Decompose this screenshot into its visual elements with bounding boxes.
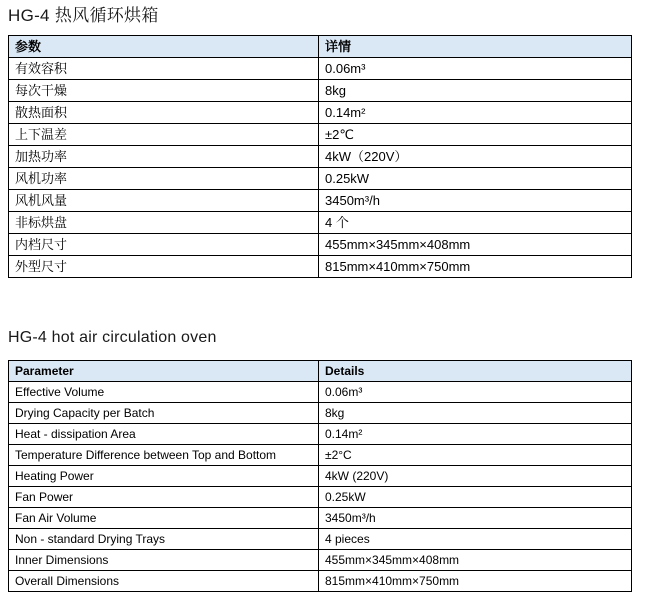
param-cell: 上下温差 xyxy=(9,124,319,146)
value-cell: 815mm×410mm×750mm xyxy=(319,256,632,278)
table-row xyxy=(9,571,632,592)
table-row xyxy=(9,445,632,466)
table-row xyxy=(9,190,632,212)
value-cell: 0.14m² xyxy=(319,424,632,445)
param-cell: Overall Dimensions xyxy=(9,571,319,592)
value-cell: 8kg xyxy=(319,80,632,102)
table-row xyxy=(9,212,632,234)
value-cell: 0.25kW xyxy=(319,487,632,508)
value-cell: 815mm×410mm×750mm xyxy=(319,571,632,592)
table-row xyxy=(9,424,632,445)
value-cell: 3450m³/h xyxy=(319,190,632,212)
table-row xyxy=(9,124,632,146)
table-header-row xyxy=(9,36,632,58)
table-header-row xyxy=(9,361,632,382)
value-cell: 0.25kW xyxy=(319,168,632,190)
param-cell: Drying Capacity per Batch xyxy=(9,403,319,424)
value-cell: ±2°C xyxy=(319,445,632,466)
table-row xyxy=(9,403,632,424)
value-cell: 3450m³/h xyxy=(319,508,632,529)
param-cell: 风机功率 xyxy=(9,168,319,190)
spec-table-en xyxy=(8,360,632,592)
param-header: 参数 xyxy=(9,36,319,58)
details-header: Details xyxy=(319,361,632,382)
table-row xyxy=(9,529,632,550)
en-title: HG-4 hot air circulation oven xyxy=(8,329,217,346)
value-cell: 455mm×345mm×408mm xyxy=(319,234,632,256)
value-cell: 0.14m² xyxy=(319,102,632,124)
spec-table-cn xyxy=(8,35,632,278)
table-row xyxy=(9,58,632,80)
table-row xyxy=(9,80,632,102)
param-cell: 散热面积 xyxy=(9,102,319,124)
param-cell: 外型尺寸 xyxy=(9,256,319,278)
value-cell: 455mm×345mm×408mm xyxy=(319,550,632,571)
param-header: Parameter xyxy=(9,361,319,382)
param-cell: 内档尺寸 xyxy=(9,234,319,256)
value-cell: ±2℃ xyxy=(319,124,632,146)
param-cell: 每次干燥 xyxy=(9,80,319,102)
value-cell: 4kW（220V） xyxy=(319,146,632,168)
table-row xyxy=(9,508,632,529)
value-cell: 4 pieces xyxy=(319,529,632,550)
table-row xyxy=(9,382,632,403)
table-row xyxy=(9,146,632,168)
value-cell: 0.06m³ xyxy=(319,58,632,80)
table-row xyxy=(9,550,632,571)
cn-title: HG-4 热风循环烘箱 xyxy=(8,6,159,25)
param-cell: Effective Volume xyxy=(9,382,319,403)
param-cell: Heating Power xyxy=(9,466,319,487)
value-cell: 0.06m³ xyxy=(319,382,632,403)
value-cell: 4kW (220V) xyxy=(319,466,632,487)
param-cell: Inner Dimensions xyxy=(9,550,319,571)
table-row xyxy=(9,234,632,256)
param-cell: 有效容积 xyxy=(9,58,319,80)
table-row xyxy=(9,102,632,124)
param-cell: 加热功率 xyxy=(9,146,319,168)
param-cell: Non - standard Drying Trays xyxy=(9,529,319,550)
table-row xyxy=(9,168,632,190)
param-cell: 风机风量 xyxy=(9,190,319,212)
table-row xyxy=(9,466,632,487)
param-cell: Fan Power xyxy=(9,487,319,508)
param-cell: Temperature Difference between Top and Bottom xyxy=(9,445,319,466)
value-cell: 4 个 xyxy=(319,212,632,234)
value-cell: 8kg xyxy=(319,403,632,424)
details-header: 详情 xyxy=(319,36,632,58)
param-cell: Fan Air Volume xyxy=(9,508,319,529)
param-cell: Heat - dissipation Area xyxy=(9,424,319,445)
table-row xyxy=(9,256,632,278)
param-cell: 非标烘盘 xyxy=(9,212,319,234)
table-row xyxy=(9,487,632,508)
